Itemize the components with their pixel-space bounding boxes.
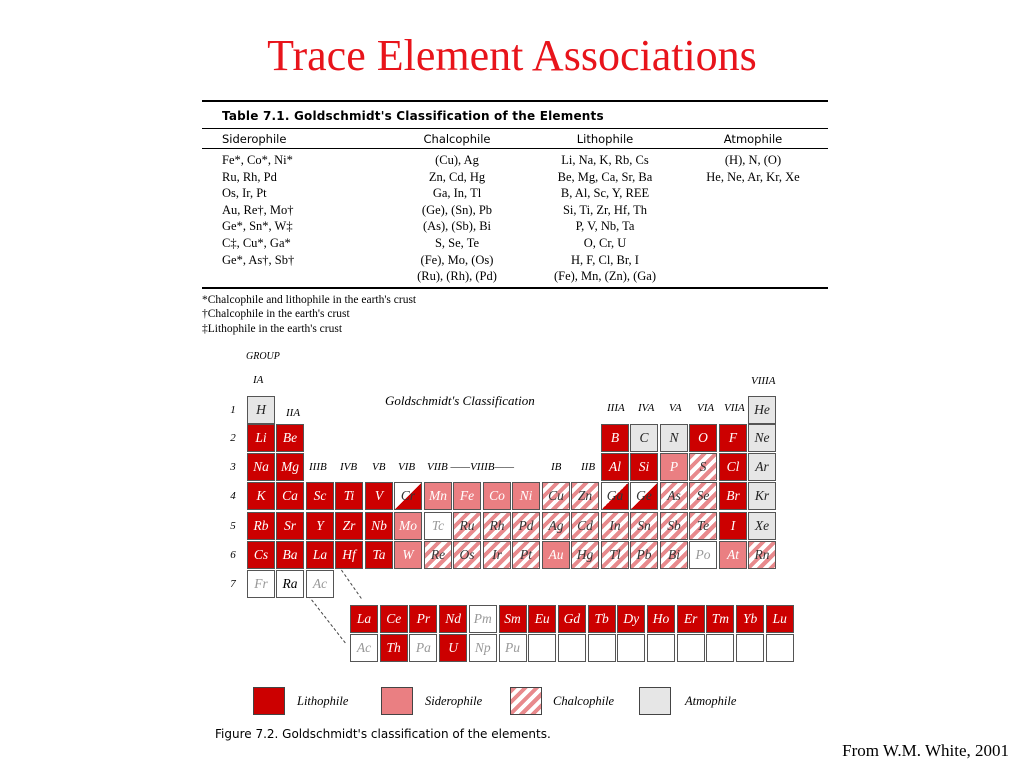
element-cell (630, 453, 658, 481)
element-cell (706, 605, 734, 633)
element-symbol: Bi (668, 547, 680, 562)
element-symbol: Tl (609, 547, 621, 562)
table-cell: C‡, Cu*, Ga* (222, 235, 291, 250)
legend-swatch-siderophile (381, 687, 413, 715)
group-label: IIA (286, 407, 301, 419)
element-cell (748, 512, 776, 540)
table-header-cell: Lithophile (576, 132, 634, 146)
table-cell: Si, Ti, Zr, Hf, Th (562, 202, 647, 217)
element-cell (660, 424, 688, 452)
element-cell (748, 541, 776, 569)
element-symbol: C (639, 430, 649, 445)
element-cell (409, 605, 437, 633)
element-cell (247, 424, 275, 452)
element-cell (276, 424, 304, 452)
element-cell (247, 541, 275, 569)
element-symbol: Sb (667, 518, 681, 533)
element-symbol: Li (255, 430, 267, 445)
figure-title: Goldschmidt's Classification (385, 393, 535, 408)
group-label: IVB (340, 461, 358, 473)
period-label: 7 (230, 578, 236, 590)
element-cell (424, 541, 452, 569)
element-cell (660, 453, 688, 481)
element-cell (247, 570, 275, 598)
element-cell (719, 424, 747, 452)
table-cell: Au, Re†, Mo† (222, 202, 294, 217)
element-cell (394, 482, 422, 510)
element-cell (335, 541, 363, 569)
element-symbol: Fr (254, 576, 268, 591)
element-cell (350, 605, 378, 633)
element-symbol: Lu (772, 611, 787, 626)
table-cell: Zn, Cd, Hg (428, 169, 486, 184)
element-cell (689, 541, 717, 569)
element-cell (660, 482, 688, 510)
table-cell: Be, Mg, Ca, Sr, Ba (557, 169, 653, 184)
element-symbol: Ga (606, 488, 624, 503)
element-symbol: Pu (505, 640, 520, 655)
element-cell (719, 541, 747, 569)
element-cell (483, 512, 511, 540)
table-header-cell: Siderophile (222, 132, 287, 146)
element-symbol: Ca (282, 488, 298, 503)
element-symbol: Ta (372, 547, 386, 562)
element-cell (350, 634, 378, 662)
group-label: IIIA (607, 402, 625, 414)
element-cell (630, 541, 658, 569)
element-symbol: B (610, 430, 620, 445)
element-symbol: At (727, 547, 739, 562)
element-symbol: Eu (534, 611, 550, 626)
element-symbol: Rb (253, 518, 269, 533)
element-symbol: He (754, 402, 770, 417)
element-symbol: Fe (459, 488, 475, 503)
element-symbol: K (256, 488, 266, 503)
period-label: 3 (230, 461, 236, 473)
footnote: †Chalcophile in the earth's crust (202, 308, 350, 321)
element-cell (453, 512, 481, 540)
element-symbol: Co (489, 488, 505, 503)
table-header-cell: Chalcophile (423, 132, 491, 146)
element-symbol: Zr (342, 518, 356, 533)
empty-cell (558, 634, 586, 662)
element-symbol: Nd (445, 611, 461, 626)
element-symbol: Ru (459, 518, 475, 533)
table-cell: O, Cr, U (583, 235, 627, 250)
element-symbol: Os (459, 547, 475, 562)
footnote: ‡Lithophile in the earth's crust (202, 322, 343, 335)
element-symbol: Cr (400, 488, 416, 503)
element-symbol: Cd (577, 518, 593, 533)
element-cell (748, 482, 776, 510)
table-cell: He, Ne, Ar, Kr, Xe (706, 169, 800, 184)
element-symbol: Ne (754, 430, 770, 445)
element-cell (689, 512, 717, 540)
element-symbol: Ac (356, 640, 372, 655)
element-symbol: Pm (473, 611, 492, 626)
element-cell (677, 605, 705, 633)
element-symbol: Rn (754, 547, 770, 562)
element-symbol: Dy (623, 611, 640, 626)
element-symbol: Gd (563, 611, 581, 626)
element-cell (748, 396, 776, 424)
element-symbol: Ni (519, 488, 533, 503)
element-cell (571, 541, 599, 569)
element-cell (601, 512, 629, 540)
element-symbol: Sn (637, 518, 651, 533)
table-cell: (Fe), Mo, (Os) (420, 252, 494, 267)
element-cell (335, 482, 363, 510)
empty-cell (766, 634, 794, 662)
element-symbol: Sm (504, 611, 521, 626)
group-label-heading: GROUP (246, 351, 280, 362)
element-cell (601, 424, 629, 452)
group-label: VIA (697, 402, 715, 414)
element-symbol: Ag (548, 518, 564, 533)
element-cell (689, 424, 717, 452)
element-symbol: Br (726, 488, 740, 503)
table-cell: (Ge), (Sn), Pb (421, 202, 493, 217)
legend-swatch-atmophile (639, 687, 671, 715)
group-label: IA (253, 374, 264, 386)
element-cell (365, 512, 393, 540)
element-symbol: Tb (594, 611, 609, 626)
empty-cell (706, 634, 734, 662)
table-cell: (H), N, (O) (724, 153, 782, 167)
element-cell (748, 424, 776, 452)
element-cell (512, 482, 540, 510)
table-cell: Os, Ir, Pt (222, 186, 267, 201)
element-symbol: Ba (282, 547, 298, 562)
element-symbol: Cs (253, 547, 269, 562)
element-cell (335, 512, 363, 540)
table-cell: Ru, Rh, Pd (222, 169, 277, 184)
element-cell (439, 605, 467, 633)
element-cell (647, 605, 675, 633)
legend-label: Chalcophile (553, 694, 615, 708)
group-label: IIB (581, 461, 596, 473)
table-cell: (Ru), (Rh), (Pd) (417, 269, 497, 284)
element-cell (512, 512, 540, 540)
element-symbol: Cu (548, 488, 564, 503)
element-symbol: Au (548, 547, 564, 562)
element-cell (306, 482, 334, 510)
element-symbol: Pr (416, 611, 431, 626)
element-cell (276, 541, 304, 569)
element-symbol: O (698, 430, 708, 445)
element-cell (365, 482, 393, 510)
element-cell (469, 634, 497, 662)
lanthanide-connector (338, 565, 363, 599)
element-cell (571, 482, 599, 510)
table-cell: Fe*, Co*, Ni* (222, 153, 293, 167)
element-symbol: F (728, 430, 738, 445)
element-symbol: Ac (312, 576, 328, 591)
element-symbol: Xe (754, 518, 770, 533)
element-symbol: Zn (577, 488, 593, 503)
element-cell (689, 453, 717, 481)
element-symbol: U (448, 640, 458, 655)
element-cell (766, 605, 794, 633)
footnote: *Chalcophile and lithophile in the earth's crust (202, 293, 417, 306)
element-symbol: Rh (489, 518, 505, 533)
element-cell (601, 482, 629, 510)
group-label: VIB (398, 461, 416, 473)
element-symbol: Ge (636, 488, 652, 503)
element-cell (689, 482, 717, 510)
element-symbol: Ho (652, 611, 670, 626)
element-symbol: Mo (399, 518, 417, 533)
element-cell (719, 482, 747, 510)
element-cell (528, 605, 556, 633)
source-credit: From W.M. White, 2001 (842, 741, 1009, 760)
element-symbol: Ce (386, 611, 402, 626)
element-symbol: Pd (518, 518, 534, 533)
element-symbol: In (609, 518, 621, 533)
table-header-cell: Atmophile (723, 132, 783, 146)
element-cell (394, 541, 422, 569)
empty-cell (617, 634, 645, 662)
figure-caption: Figure 7.2. Goldschmidt's classification of the elements. (215, 727, 551, 741)
element-symbol: Na (253, 459, 269, 474)
element-symbol: Pt (520, 547, 532, 562)
group-label: VIIA (724, 402, 745, 414)
element-cell (571, 512, 599, 540)
element-symbol: Pb (636, 547, 652, 562)
table-cell: P, V, Nb, Ta (575, 219, 635, 234)
period-label: 1 (230, 404, 236, 416)
element-symbol: S (699, 459, 707, 474)
slide-title: Trace Element Associations (267, 31, 757, 80)
group-label: IIIB (309, 461, 327, 473)
element-cell (660, 541, 688, 569)
element-symbol: Yb (742, 611, 758, 626)
element-symbol: Y (316, 518, 324, 533)
table-cell: Ge*, As†, Sb† (222, 252, 295, 267)
element-symbol: Re (430, 547, 446, 562)
element-symbol: Th (386, 640, 401, 655)
table-cell: (Cu), Ag (435, 153, 479, 167)
element-symbol: Hg (576, 547, 594, 562)
element-cell (380, 634, 408, 662)
element-cell (247, 453, 275, 481)
element-symbol: Ar (755, 459, 769, 474)
element-symbol: Hf (342, 547, 356, 562)
element-symbol: N (669, 430, 679, 445)
element-cell (469, 605, 497, 633)
element-symbol: Mg (281, 459, 299, 474)
element-symbol: Al (609, 459, 621, 474)
element-cell (660, 512, 688, 540)
period-label: 5 (230, 520, 236, 532)
group-label: VB (372, 461, 386, 473)
element-symbol: Np (474, 640, 491, 655)
group-label: VIIB ——VIIIB—— (427, 461, 515, 473)
element-symbol: Sc (313, 488, 327, 503)
element-cell (394, 512, 422, 540)
element-cell (276, 512, 304, 540)
element-cell (542, 482, 570, 510)
element-cell (542, 512, 570, 540)
table-cell: (As), (Sb), Bi (422, 219, 492, 234)
table-cell: Ge*, Sn*, W‡ (222, 219, 293, 234)
element-cell (512, 541, 540, 569)
element-cell (306, 512, 334, 540)
group-label: VIIIA (751, 375, 776, 387)
element-cell (558, 605, 586, 633)
element-symbol: V (374, 488, 384, 503)
element-symbol: I (730, 518, 736, 533)
empty-cell (647, 634, 675, 662)
table-cell: Li, Na, K, Rb, Cs (561, 153, 649, 167)
element-symbol: W (402, 547, 414, 562)
legend-swatch-lithophile (253, 687, 285, 715)
period-label: 2 (230, 432, 236, 444)
element-symbol: Sr (283, 518, 296, 533)
empty-cell (736, 634, 764, 662)
element-symbol: As (667, 488, 681, 503)
element-cell (630, 424, 658, 452)
legend-label: Lithophile (297, 694, 349, 708)
element-symbol: Kr (754, 488, 770, 503)
empty-cell (677, 634, 705, 662)
element-cell (630, 482, 658, 510)
table-cell: Ga, In, Tl (432, 186, 482, 201)
element-symbol: Tm (711, 611, 730, 626)
element-cell (306, 570, 334, 598)
table-caption: Table 7.1. Goldschmidt's Classification of the Elements (222, 109, 604, 123)
element-symbol: La (312, 547, 328, 562)
element-cell (439, 634, 467, 662)
table-cell: S, Se, Te (434, 235, 480, 250)
group-label: IVA (638, 402, 655, 414)
group-label: VA (669, 402, 682, 414)
period-label: 4 (230, 490, 236, 502)
element-symbol: Po (695, 547, 711, 562)
element-cell (630, 512, 658, 540)
table-cell: H, F, Cl, Br, I (571, 252, 639, 267)
legend-swatch-chalcophile (510, 687, 542, 715)
element-symbol: La (356, 611, 372, 626)
element-cell (247, 512, 275, 540)
element-cell (453, 541, 481, 569)
element-cell (276, 453, 304, 481)
element-symbol: Pa (415, 640, 431, 655)
element-cell (601, 453, 629, 481)
empty-cell (588, 634, 616, 662)
element-symbol: Nb (371, 518, 387, 533)
actinide-connector (308, 595, 347, 644)
element-symbol: Si (638, 459, 650, 474)
element-symbol: Tc (431, 518, 445, 533)
element-cell (276, 482, 304, 510)
element-symbol: Ti (343, 488, 355, 503)
element-cell (247, 482, 275, 510)
element-symbol: Ra (282, 576, 298, 591)
element-symbol: Er (683, 611, 698, 626)
element-cell (247, 396, 275, 424)
legend-label: Atmophile (685, 694, 737, 708)
legend-label: Siderophile (425, 694, 483, 708)
element-cell (380, 605, 408, 633)
element-symbol: Cl (726, 459, 740, 474)
element-symbol: P (669, 459, 679, 474)
element-cell (736, 605, 764, 633)
element-cell (719, 453, 747, 481)
element-cell (453, 482, 481, 510)
element-cell (588, 605, 616, 633)
element-symbol: H (256, 402, 266, 417)
element-cell (748, 453, 776, 481)
element-cell (483, 541, 511, 569)
element-symbol: Ir (492, 547, 502, 562)
element-cell (424, 482, 452, 510)
period-label: 6 (230, 549, 236, 561)
element-symbol: Te (696, 518, 710, 533)
table-cell: B, Al, Sc, Y, REE (560, 186, 650, 201)
element-cell (483, 482, 511, 510)
group-label: IB (551, 461, 562, 473)
element-cell (499, 634, 527, 662)
element-symbol: Mn (429, 488, 447, 503)
element-cell (601, 541, 629, 569)
element-cell (617, 605, 645, 633)
empty-cell (528, 634, 556, 662)
element-cell (719, 512, 747, 540)
element-cell (499, 605, 527, 633)
element-cell (542, 541, 570, 569)
element-cell (306, 541, 334, 569)
element-cell (365, 541, 393, 569)
element-symbol: Se (696, 488, 710, 503)
element-cell (276, 570, 304, 598)
element-cell (424, 512, 452, 540)
element-cell (409, 634, 437, 662)
element-symbol: Be (282, 430, 298, 445)
table-cell: (Fe), Mn, (Zn), (Ga) (553, 269, 657, 284)
